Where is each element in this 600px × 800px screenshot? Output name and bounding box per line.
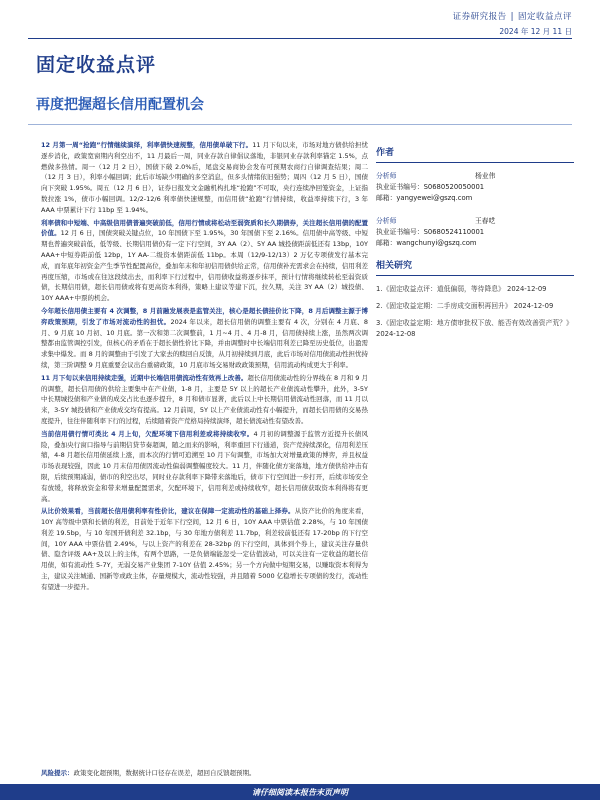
- analyst-name: 杨业伟: [475, 172, 496, 180]
- header-brand: [453, 10, 572, 22]
- paragraph-text: 12 月 6 日，国债突破关键点位，10 年国债下至 1.95%，30 年国债下至 2.16%。信用债中高等级、中短期也普遍突破前低，低等级、长期信用债仍有一定下行空间，3Y AA（2）、5Y AA 城投债距前低还有 13bp，10Y AAA+中短券距前低 12bp，1Y AA-二级资本债距前低 11bp。本周（12/9-12/13）2 万亿专项债发行基本完成，而年底年初资金产生季节性配置高位，叠加年末和年初信用债供给正常，信用债补充需求会在持续，信用利差再度压缩，市场或在往这段续出去，而利率下行过程中，信用债收益将逐步抹平，预计行情将继续转松至弱资质债，长期信用债，超长信用债或将有更高资本利得，策略上建议等建下沉，拉久期，关注 3Y AA（2）城投债、10Y AAA+中票的机会。: [41, 229, 368, 303]
- paragraph-text: 4 月初的调整源于监管方近提升长债风险，叠加央行窗口指导与前期信贷节奏超调，随之而来的影响，利率重回下行通道，资产荒持续深化，信用利差压缩，4-8 月超长信用债延续上涨，而本次的行情可追溯至 10 月下旬调整，市场加大对增量政策的博弈，并且权益市场表现较强，因此 10 月末信用债因流动性偏弱调整幅度较大。11 月，伴随化债方案落地，地方债供给冲击有限，后续预期减弱，债市的利空出尽，同时业存款利率下降带来落地后，债市下行空间进一步打开，后续市场安全有放缓，将释放资金和带来增量配置需求，欠配环境下，信用利差或持续收窄，超长信用债获取资本利得将有更高。: [41, 429, 368, 503]
- email-label: 邮箱：: [376, 239, 397, 247]
- analyst-name: 王春呓: [475, 217, 496, 225]
- body-paragraph: [41, 140, 368, 216]
- analyst-role: 分析师: [376, 172, 397, 180]
- report-date: 2024 年 12 月 11 日: [499, 27, 572, 36]
- analyst-card: [376, 216, 574, 249]
- paragraph-text: 超长信用债流动性的分界线在 8 月和 9 月的调整，超长信用债的供给主要集中在产业债，1-8 月，主要是 5Y 以上的超长产业债流动性攀升，此外，3-5Y 中长期城投债和产业债的成交占比也逐步提升，8 月和债市显著，此后以上中长期信用债流动性回落，而 11 月以来，3-5Y 城投债和产业债成交均有提高。12 月前周，5Y 以上产业债流动性有小幅提升，而超长信用债的交易热度提升，往往伴随利率下行的过程，后续随着资产荒格局持续演绎，超长债流动性有望改善。: [41, 373, 368, 425]
- body-paragraph: [41, 306, 368, 371]
- header-brand-left: 证券研究报告: [452, 12, 507, 22]
- body-paragraph: [41, 218, 368, 304]
- title-divider: [28, 124, 572, 125]
- header-divider: [28, 38, 572, 39]
- body-paragraph: [41, 429, 368, 505]
- analyst-card: [376, 171, 574, 204]
- cert-label: 执业证书编号：: [376, 228, 424, 236]
- email-link[interactable]: yangyewei@gszq.com: [396, 194, 473, 202]
- report-body: [41, 140, 368, 766]
- paragraph-lead: 12 月第一周“抢跑”行情继续演绎，利率债快速规整，信用债单破下行。: [41, 141, 253, 149]
- paragraph-text: 11 月下旬以来，市场对地方债供给担忧逐步消化，政策宽窗期内利空出不，11 月最后一周，同业存款自律倡议落地，非银同业存款利率锚定 1.5%，点燃做多热情。周一（12 月 2 日），国债下破 2.0%后，尾盘交易商协会发布可预期农商行自律调查结果；周二（12 月 3 日），利率小幅回调；此后市场缺少明确的多空消息，但多头情绪依旧强势；周四（12 月 5 日），国债向下突破 1.95%。周五（12 月 6 日），证券日报发文金融机构扎堆“抢跑”不可取，央行连续净回笼资金，上证指数拉涨 1%，债市小幅回调。12/2-12/6 利率债快速规整，而信用债“抢跑”行情持续，收益率持续下行，3 年 AAA 中票累计下行 11bp 至 1.94%。: [41, 141, 368, 214]
- report-title: 再度把握超长信用配置机会: [36, 97, 204, 113]
- analyst-role: 分析师: [376, 217, 397, 225]
- paragraph-lead: 当前信用债行情可类比 4 月上旬，欠配环境下信用利差或将持续收窄。: [41, 429, 254, 438]
- related-research-item[interactable]: 1.《固定收益点评：道低偏弱，等待降息》 2024-12-09: [376, 285, 547, 293]
- cert-number: S0680524110001: [423, 228, 485, 236]
- header-separator: |: [510, 12, 514, 22]
- analysts-heading: 作者: [376, 148, 574, 163]
- risk-label: 风险提示：: [41, 769, 74, 777]
- header-brand-right: 固定收益点评: [517, 12, 572, 22]
- body-paragraph: [41, 373, 368, 427]
- paragraph-lead: 今年超长信用债主要有 4 次调整，8 月前融发展表是监管关注，核心是超长债挂价比下降，8 月后调整主源于博弈政策预期，引发了市场对流动性的担忧。: [41, 306, 368, 326]
- related-research-item[interactable]: 3.《固定收益定期：地方债审批权下放、能否有效改善资产荒？》 2024-12-08: [376, 319, 573, 338]
- paragraph-text: 从资产比价的角度来看，10Y 高等级中票和长债的利差，目前处于近年下行空间，12 月 6 日，10Y AAA 中票估值 2.28%，与 10 年国债利差 19.5bp，与 10 年国开债利差 32.1bp，与 30 年地方债利差 11.7bp，利差较前低还有 17-20bp 的下行空间，10Y AAA 中票估值 2.49%，与以上资产的利差在 28-32bp 的下行空间，具体到个券上，建议关注存量供债、隐含评级 AA+及以上的主体，有两个思路，一是负债端能忽受一定估值波动，可以关注有一定收益的超长信用债，如有流动性 5-7Y，无弱交易产业集团 7-10Y 估值 2.45%；另一个方向做中短期交易，以赚取资本利得为主，建议关注城通、国新等或政主体，存量规模大，流动性较强，并且随着 5000 亿稳增长专项债的发行，流动性有望进一步提升。: [41, 507, 368, 591]
- cert-label: 执业证书编号：: [376, 183, 424, 191]
- paragraph-lead: 利率债和中短端、中高级信用债普遍突破前低，信用行情或将松动至弱资质和长久期债券，关注超长信用债的配置价值。: [41, 218, 368, 238]
- paragraph-lead: 11 月下旬以来信用持续走强，近期中长端信用债流动性有效再上改善。: [41, 373, 248, 382]
- risk-warning: [41, 768, 368, 778]
- email-label: 邮箱：: [376, 194, 397, 202]
- related-research-item[interactable]: 2.《固定收益定期：二手房成交面积再回升》 2024-12-09: [376, 302, 554, 310]
- sidebar: [376, 148, 574, 346]
- body-paragraph: [41, 506, 368, 592]
- footer-disclaimer: 请仔细阅读本报告末页声明: [252, 788, 348, 797]
- cert-number: S0680520050001: [423, 183, 485, 191]
- report-header: [453, 10, 572, 37]
- related-research-heading: 相关研究: [376, 261, 574, 276]
- paragraph-lead: 从比价效果看，当前超长信用债利率有性价比，建议在保障一定流动性的基础上择券。: [41, 507, 295, 516]
- risk-text: 政策变化超预期，数据统计口径存在误差，超回自反馈超预期。: [73, 769, 256, 777]
- report-type-title: 固定收益点评: [36, 54, 157, 76]
- paragraph-text: 2024 年以来，超长信用债的调整主要有 4 次，分别在 4 月底、8 月、9 月底 10 月初、10 月底。第一次和第二次调整前，1 月~4 月、4 月-8 月，信用债持续上涨，虽然两次调整都由监管调控引发，但核心的矛盾在于超长债性价比下降，并由调整时中长端信用利差已降至历史低位，出盈需求集中爆发。而 8 月的调整由于引发了大家去的赎回自反馈，从月初持续到月底，此后市场对信用债流动性担忧持续，第三阶调整 9 月底重要会议出台重磅政策，10 月底市场交易财政政策预期，信用流动构成更大于利率。: [41, 317, 368, 369]
- email-link[interactable]: wangchunyi@gszq.com: [396, 239, 477, 247]
